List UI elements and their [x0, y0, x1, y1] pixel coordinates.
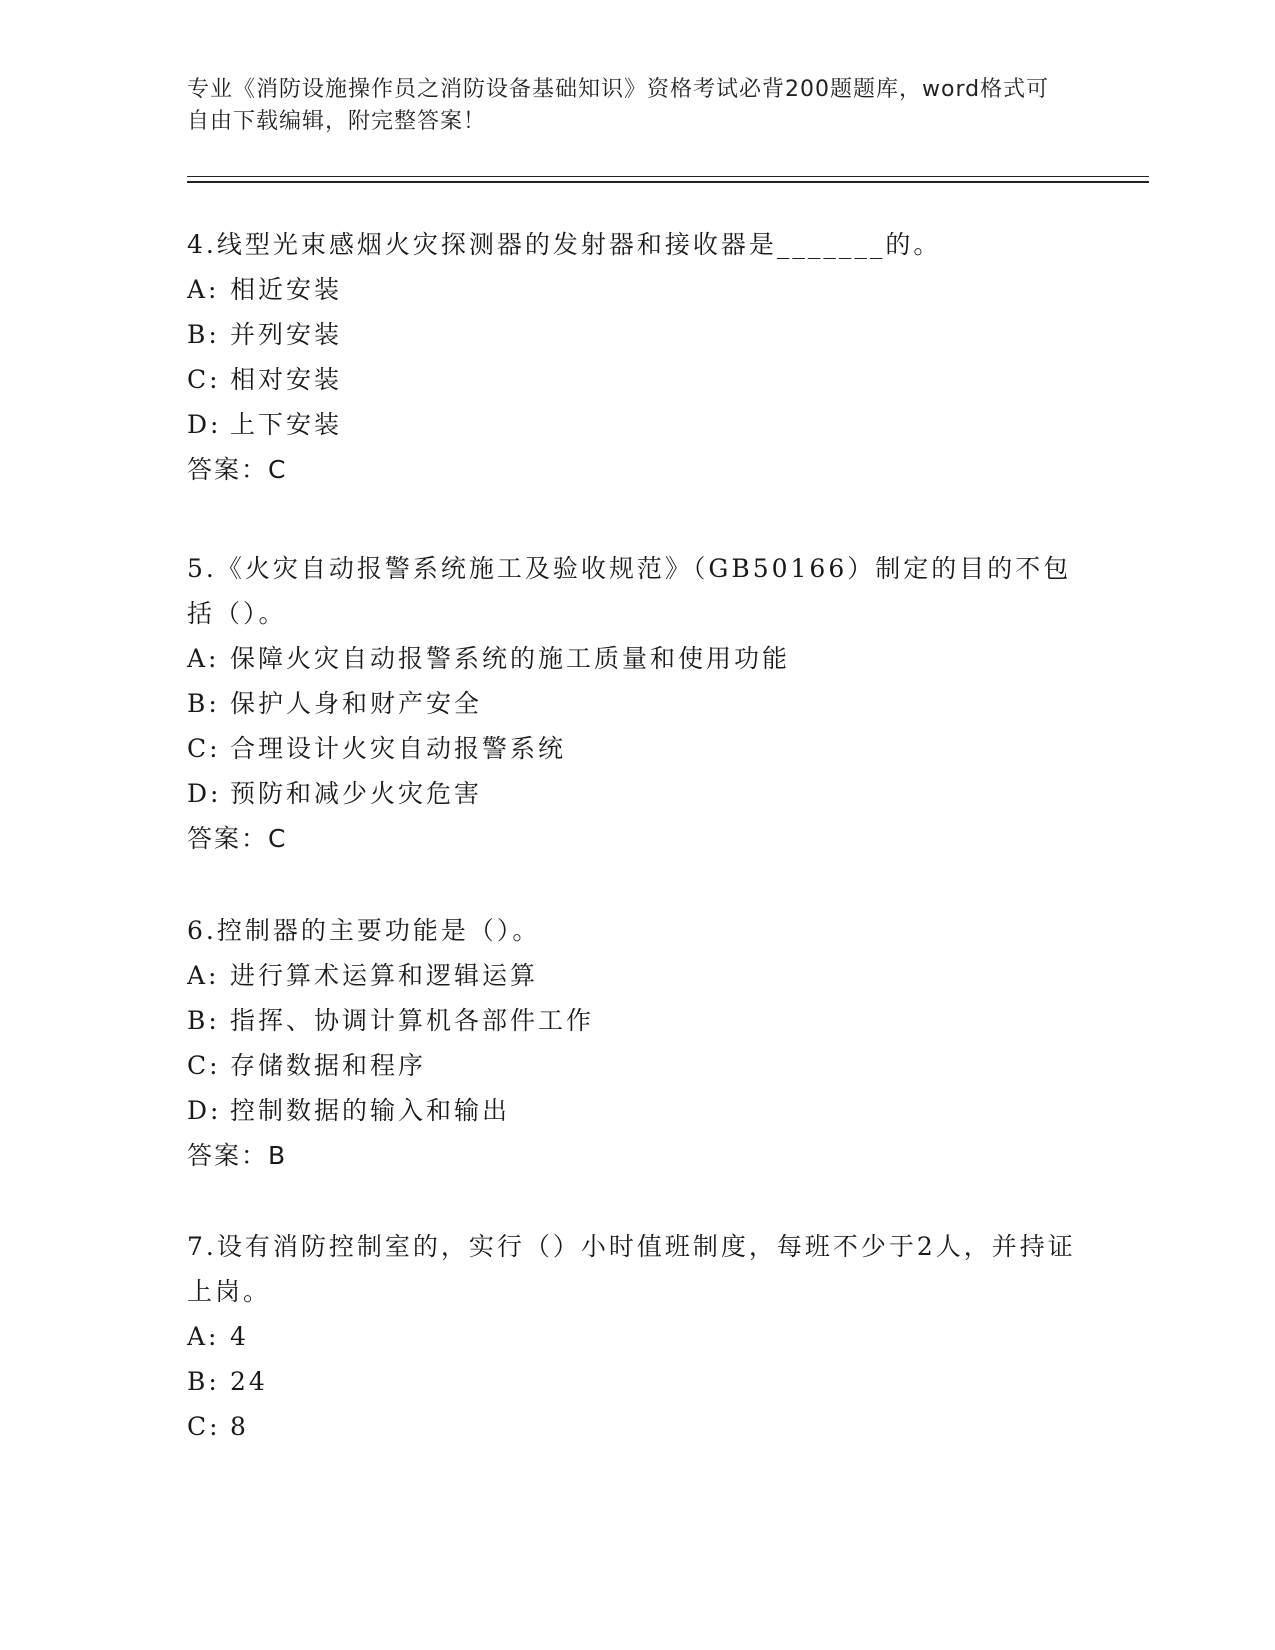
option-a: [187, 636, 1077, 681]
option-c: [187, 1404, 1077, 1449]
header-divider-thick: [187, 181, 1149, 183]
option-a: [187, 1314, 1077, 1359]
question-stem: 7.设有消防控制室的，实行（）小时值班制度，每班不少于2人，并持证上岗。: [187, 1232, 1076, 1306]
option-b: [187, 312, 1077, 357]
option-text: 相近安装: [230, 275, 343, 304]
option-b: [187, 681, 1077, 726]
option-key: C:: [187, 1051, 221, 1080]
option-key: A:: [187, 961, 220, 990]
option-key: A:: [187, 644, 220, 673]
option-text: 存储数据和程序: [230, 1051, 427, 1080]
answer-label: 答案：C: [187, 455, 288, 484]
option-text: 24: [230, 1367, 268, 1396]
option-text: 8: [230, 1412, 249, 1441]
option-b: [187, 998, 1077, 1043]
option-text: 并列安装: [230, 320, 343, 349]
option-key: C:: [187, 365, 221, 394]
question-6: [187, 908, 1077, 1178]
option-key: B:: [187, 1367, 220, 1396]
option-text: 指挥、协调计算机各部件工作: [230, 1006, 595, 1035]
question-7: [187, 1224, 1077, 1449]
option-c: [187, 357, 1077, 402]
option-key: D:: [187, 410, 222, 439]
option-text: 相对安装: [230, 365, 343, 394]
option-key: B:: [187, 1006, 220, 1035]
option-key: B:: [187, 320, 220, 349]
document-header-intro: 专业《消防设施操作员之消防设备基础知识》资格考试必背200题题库，word格式可自由下载编辑，附完整答案！: [187, 77, 1050, 134]
option-text: 保护人身和财产安全: [230, 689, 483, 718]
question-stem: 6.控制器的主要功能是（）。: [187, 916, 541, 945]
option-key: D:: [187, 779, 222, 808]
option-key: A:: [187, 1322, 220, 1351]
option-key: D:: [187, 1096, 222, 1125]
option-text: 4: [230, 1322, 249, 1351]
option-a: [187, 953, 1077, 998]
option-key: A:: [187, 275, 220, 304]
question-5: [187, 546, 1077, 861]
option-c: [187, 1043, 1077, 1088]
option-text: 预防和减少火灾危害: [230, 779, 483, 808]
answer-label: 答案：B: [187, 1141, 288, 1170]
answer-label: 答案：C: [187, 824, 288, 853]
option-key: B:: [187, 689, 220, 718]
question-4: [187, 222, 1077, 492]
option-text: 控制数据的输入和输出: [230, 1096, 511, 1125]
option-d: [187, 1088, 1077, 1133]
option-a: [187, 267, 1077, 312]
header-divider-thin: [187, 176, 1149, 177]
question-stem: 5.《火灾自动报警系统施工及验收规范》（GB50166）制定的目的不包括（）。: [187, 554, 1072, 628]
option-d: [187, 771, 1077, 816]
option-text: 合理设计火灾自动报警系统: [230, 734, 567, 763]
option-key: C:: [187, 1412, 221, 1441]
option-text: 上下安装: [230, 410, 343, 439]
option-d: [187, 402, 1077, 447]
question-stem: 4.线型光束感烟火灾探测器的发射器和接收器是_______的。: [187, 230, 942, 259]
option-b: [187, 1359, 1077, 1404]
option-text: 进行算术运算和逻辑运算: [230, 961, 539, 990]
option-key: C:: [187, 734, 221, 763]
option-text: 保障火灾自动报警系统的施工质量和使用功能: [230, 644, 791, 673]
option-c: [187, 726, 1077, 771]
